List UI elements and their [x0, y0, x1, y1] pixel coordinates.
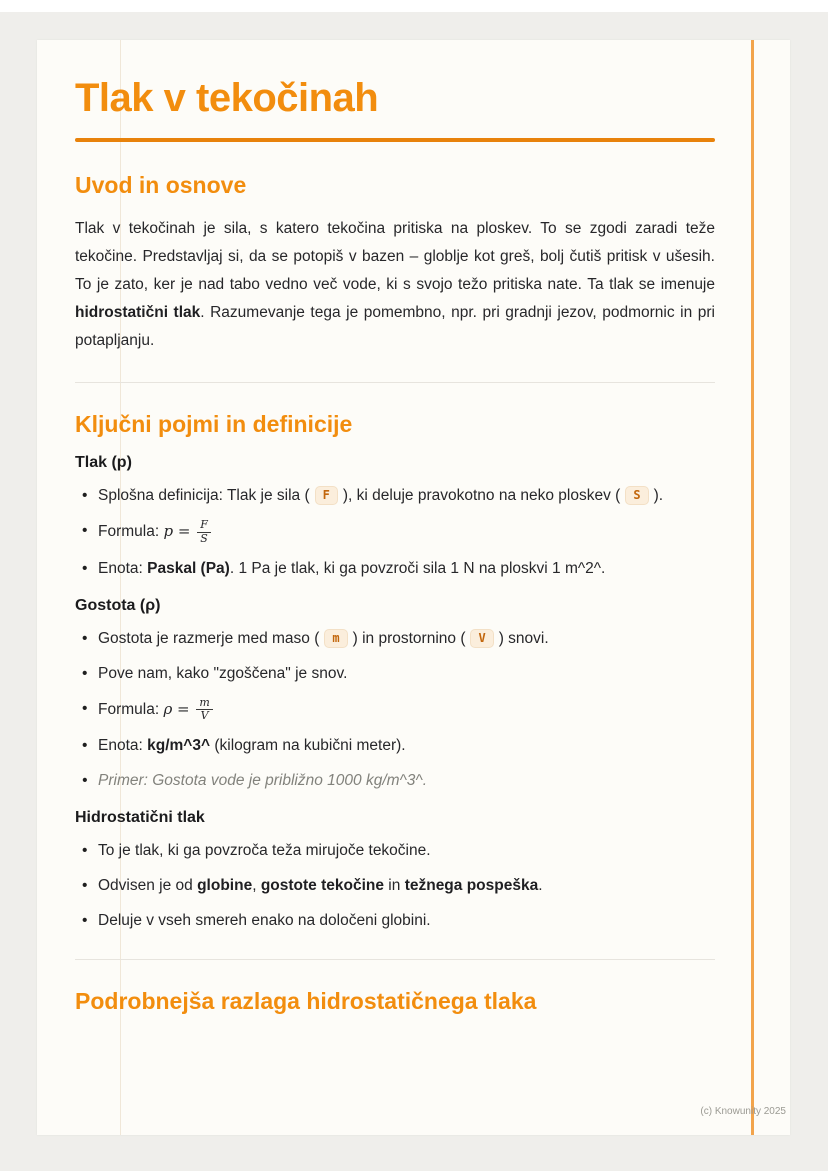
- bullet-text: .: [538, 876, 543, 894]
- bullet-text: in: [384, 876, 405, 894]
- inline-code-F-badge: F: [315, 486, 338, 505]
- bullet-bold: kg/m^3^: [147, 736, 211, 754]
- formula-fraction: [197, 519, 211, 545]
- hidro-bullet-list: [79, 839, 715, 933]
- bullet-text: Deluje v vseh smereh enako na določeni globini.: [98, 911, 431, 929]
- bullet-text: Gostota je razmerje med maso (: [98, 629, 320, 647]
- subheading-hidrostaticni-tlak: Hidrostatični tlak: [75, 808, 205, 826]
- section-heading-kljucni-pojmi: Ključni pojmi in definicije: [75, 410, 353, 437]
- footer-credit: (c) Knowunity 2025: [700, 1106, 786, 1117]
- title-rule: [75, 138, 715, 142]
- formula-lhs: p =: [163, 522, 196, 541]
- bullet-text: Pove nam, kako "zgoščena" je snov.: [98, 664, 348, 682]
- fraction-denominator: S: [200, 531, 208, 545]
- bullet-text: Enota:: [98, 736, 148, 754]
- bullet-bold: težnega pospeška: [404, 876, 539, 894]
- example-text: Primer: Gostota vode je približno 1000 kg/m^3^.: [98, 771, 428, 789]
- bullet-item: [79, 874, 715, 898]
- bullet-text: Splošna definicija: Tlak je sila (: [98, 487, 310, 505]
- bullet-text: To je tlak, ki ga povzroča teža mirujoče tekočine.: [98, 841, 431, 859]
- fraction-denominator: V: [200, 709, 209, 723]
- inline-code-V-badge: V: [470, 629, 493, 648]
- paragraph-text: Tlak v tekočinah je sila, s katero tekočina pritiska na ploskev. To se zgodi zaradi teže tekočine. Predstavljaj si, da se potopiš v bazen – globlje kot greš, bolj čutiš pritisk v ušesih. To je zato, ker je nad tabo vedno več vode, ki s svojo težo pritiska nate. Ta tlak se imenuje: [75, 219, 715, 293]
- section-divider: [75, 959, 715, 960]
- bullet-item: [79, 557, 715, 581]
- paragraph-text: . Razumevanje tega je pomembno, npr. pri gradnji jezov, podmornic in pri potapljanju.: [75, 304, 715, 350]
- bullet-text: Odvisen je od: [98, 876, 198, 894]
- tlak-bullet-list: [79, 484, 715, 580]
- bullet-item: [79, 734, 715, 758]
- section-heading-uvod: Uvod in osnove: [75, 172, 247, 198]
- document-page: [37, 40, 790, 1135]
- inline-code-m-badge: m: [324, 629, 347, 648]
- bullet-text: ) in prostornino (: [352, 629, 466, 647]
- bullet-item: [79, 627, 715, 651]
- bullet-text: ,: [252, 876, 261, 894]
- subheading-gostota: Gostota (ρ): [75, 596, 161, 614]
- inline-code-S-badge: S: [625, 486, 648, 505]
- formula-lhs: ρ =: [163, 699, 195, 718]
- document-content: [37, 40, 790, 1016]
- bullet-item: [79, 662, 715, 686]
- bullet-bold: Paskal (Pa): [147, 559, 230, 577]
- intro-paragraph: [75, 215, 715, 356]
- bullet-text: ) snovi.: [498, 629, 549, 647]
- bullet-text: ).: [653, 487, 664, 505]
- formula-fraction: [196, 697, 212, 723]
- bullet-text: ), ki deluje pravokotno na neko ploskev (: [342, 487, 621, 505]
- bullet-text: . 1 Pa je tlak, ki ga povzroči sila 1 N na ploskvi 1 m^2^.: [229, 559, 606, 577]
- bullet-item-formula: [79, 697, 715, 723]
- paragraph-bold: hidrostatični tlak: [75, 304, 201, 322]
- fraction-numerator: F: [197, 519, 211, 533]
- bullet-text: Enota:: [98, 559, 148, 577]
- bullet-item: [79, 484, 715, 508]
- section-heading-podrobnejsa-razlaga: Podrobnejša razlaga hidrostatičnega tlaka: [75, 987, 537, 1014]
- bullet-item-formula: [79, 519, 715, 545]
- bullet-bold: globine: [197, 876, 253, 894]
- gostota-bullet-list: [79, 627, 715, 793]
- bullet-item: [79, 909, 715, 933]
- bullet-item: [79, 839, 715, 863]
- fraction-numerator: m: [196, 697, 212, 711]
- subheading-tlak: Tlak (p): [75, 454, 132, 472]
- bullet-text: Formula:: [98, 523, 164, 541]
- bullet-text: (kilogram na kubični meter).: [210, 736, 406, 754]
- bullet-bold: gostote tekočine: [260, 876, 384, 894]
- bullet-item-example: [79, 769, 715, 793]
- section-divider: [75, 382, 715, 383]
- top-strip: [0, 0, 828, 12]
- bullet-text: Formula:: [98, 700, 164, 718]
- page-title: Tlak v tekočinah: [75, 76, 379, 120]
